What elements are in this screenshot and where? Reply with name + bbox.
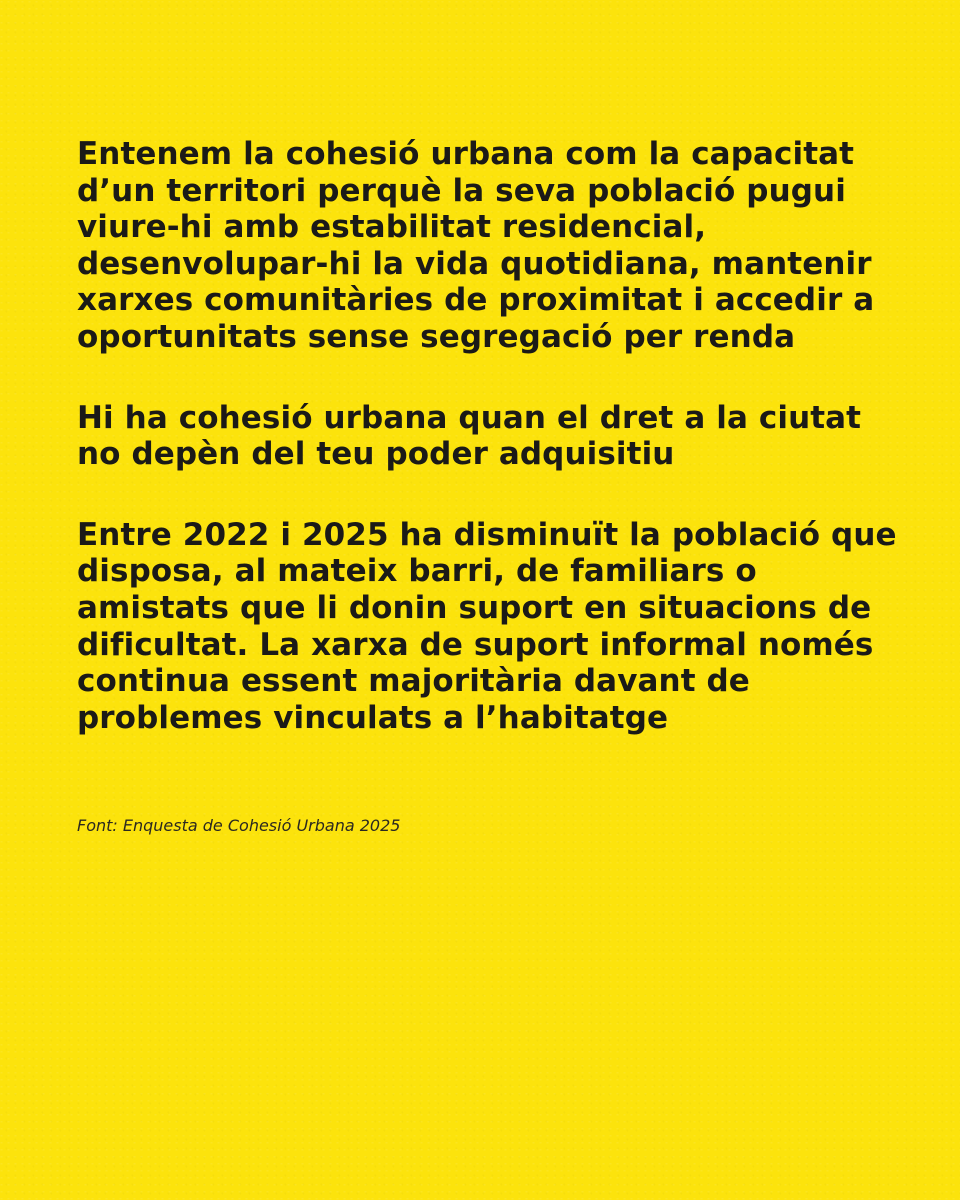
definition-line-4: desenvolupar-hi la vida quotidiana, mantenir bbox=[77, 245, 872, 282]
support-network-line-6: problemes vinculats a l’habitatge bbox=[77, 699, 669, 736]
statement-content bbox=[77, 136, 897, 736]
cohesion-statement-line-2: no depèn del teu poder adquisitiu bbox=[77, 436, 675, 473]
cohesion-statement-paragraph bbox=[77, 400, 897, 473]
definition-line-6: oportunitats sense segregació per renda bbox=[77, 318, 796, 355]
definition-paragraph bbox=[77, 136, 897, 356]
support-network-paragraph bbox=[77, 517, 897, 737]
support-network-line-5: continua essent majoritària davant de bbox=[77, 663, 750, 700]
support-network-line-3: amistats que li donin suport en situacions de bbox=[77, 589, 872, 626]
definition-line-3: viure-hi amb estabilitat residencial, bbox=[77, 209, 707, 246]
support-network-line-4: dificultat. La xarxa de suport informal només bbox=[77, 626, 874, 663]
cohesion-statement-line-1: Hi ha cohesió urbana quan el dret a la ciutat bbox=[77, 399, 862, 436]
definition-line-1: Entenem la cohesió urbana com la capacitat bbox=[77, 136, 855, 172]
source-citation: Font: Enquesta de Cohesió Urbana 2025 bbox=[77, 816, 401, 835]
support-network-line-2: disposa, al mateix barri, de familiars o bbox=[77, 553, 757, 590]
definition-line-5: xarxes comunitàries de proximitat i accedir a bbox=[77, 282, 875, 319]
support-network-line-1: Entre 2022 i 2025 ha disminuït la població que bbox=[77, 516, 897, 553]
definition-line-2: d’un territori perquè la seva població pugui bbox=[77, 172, 846, 209]
